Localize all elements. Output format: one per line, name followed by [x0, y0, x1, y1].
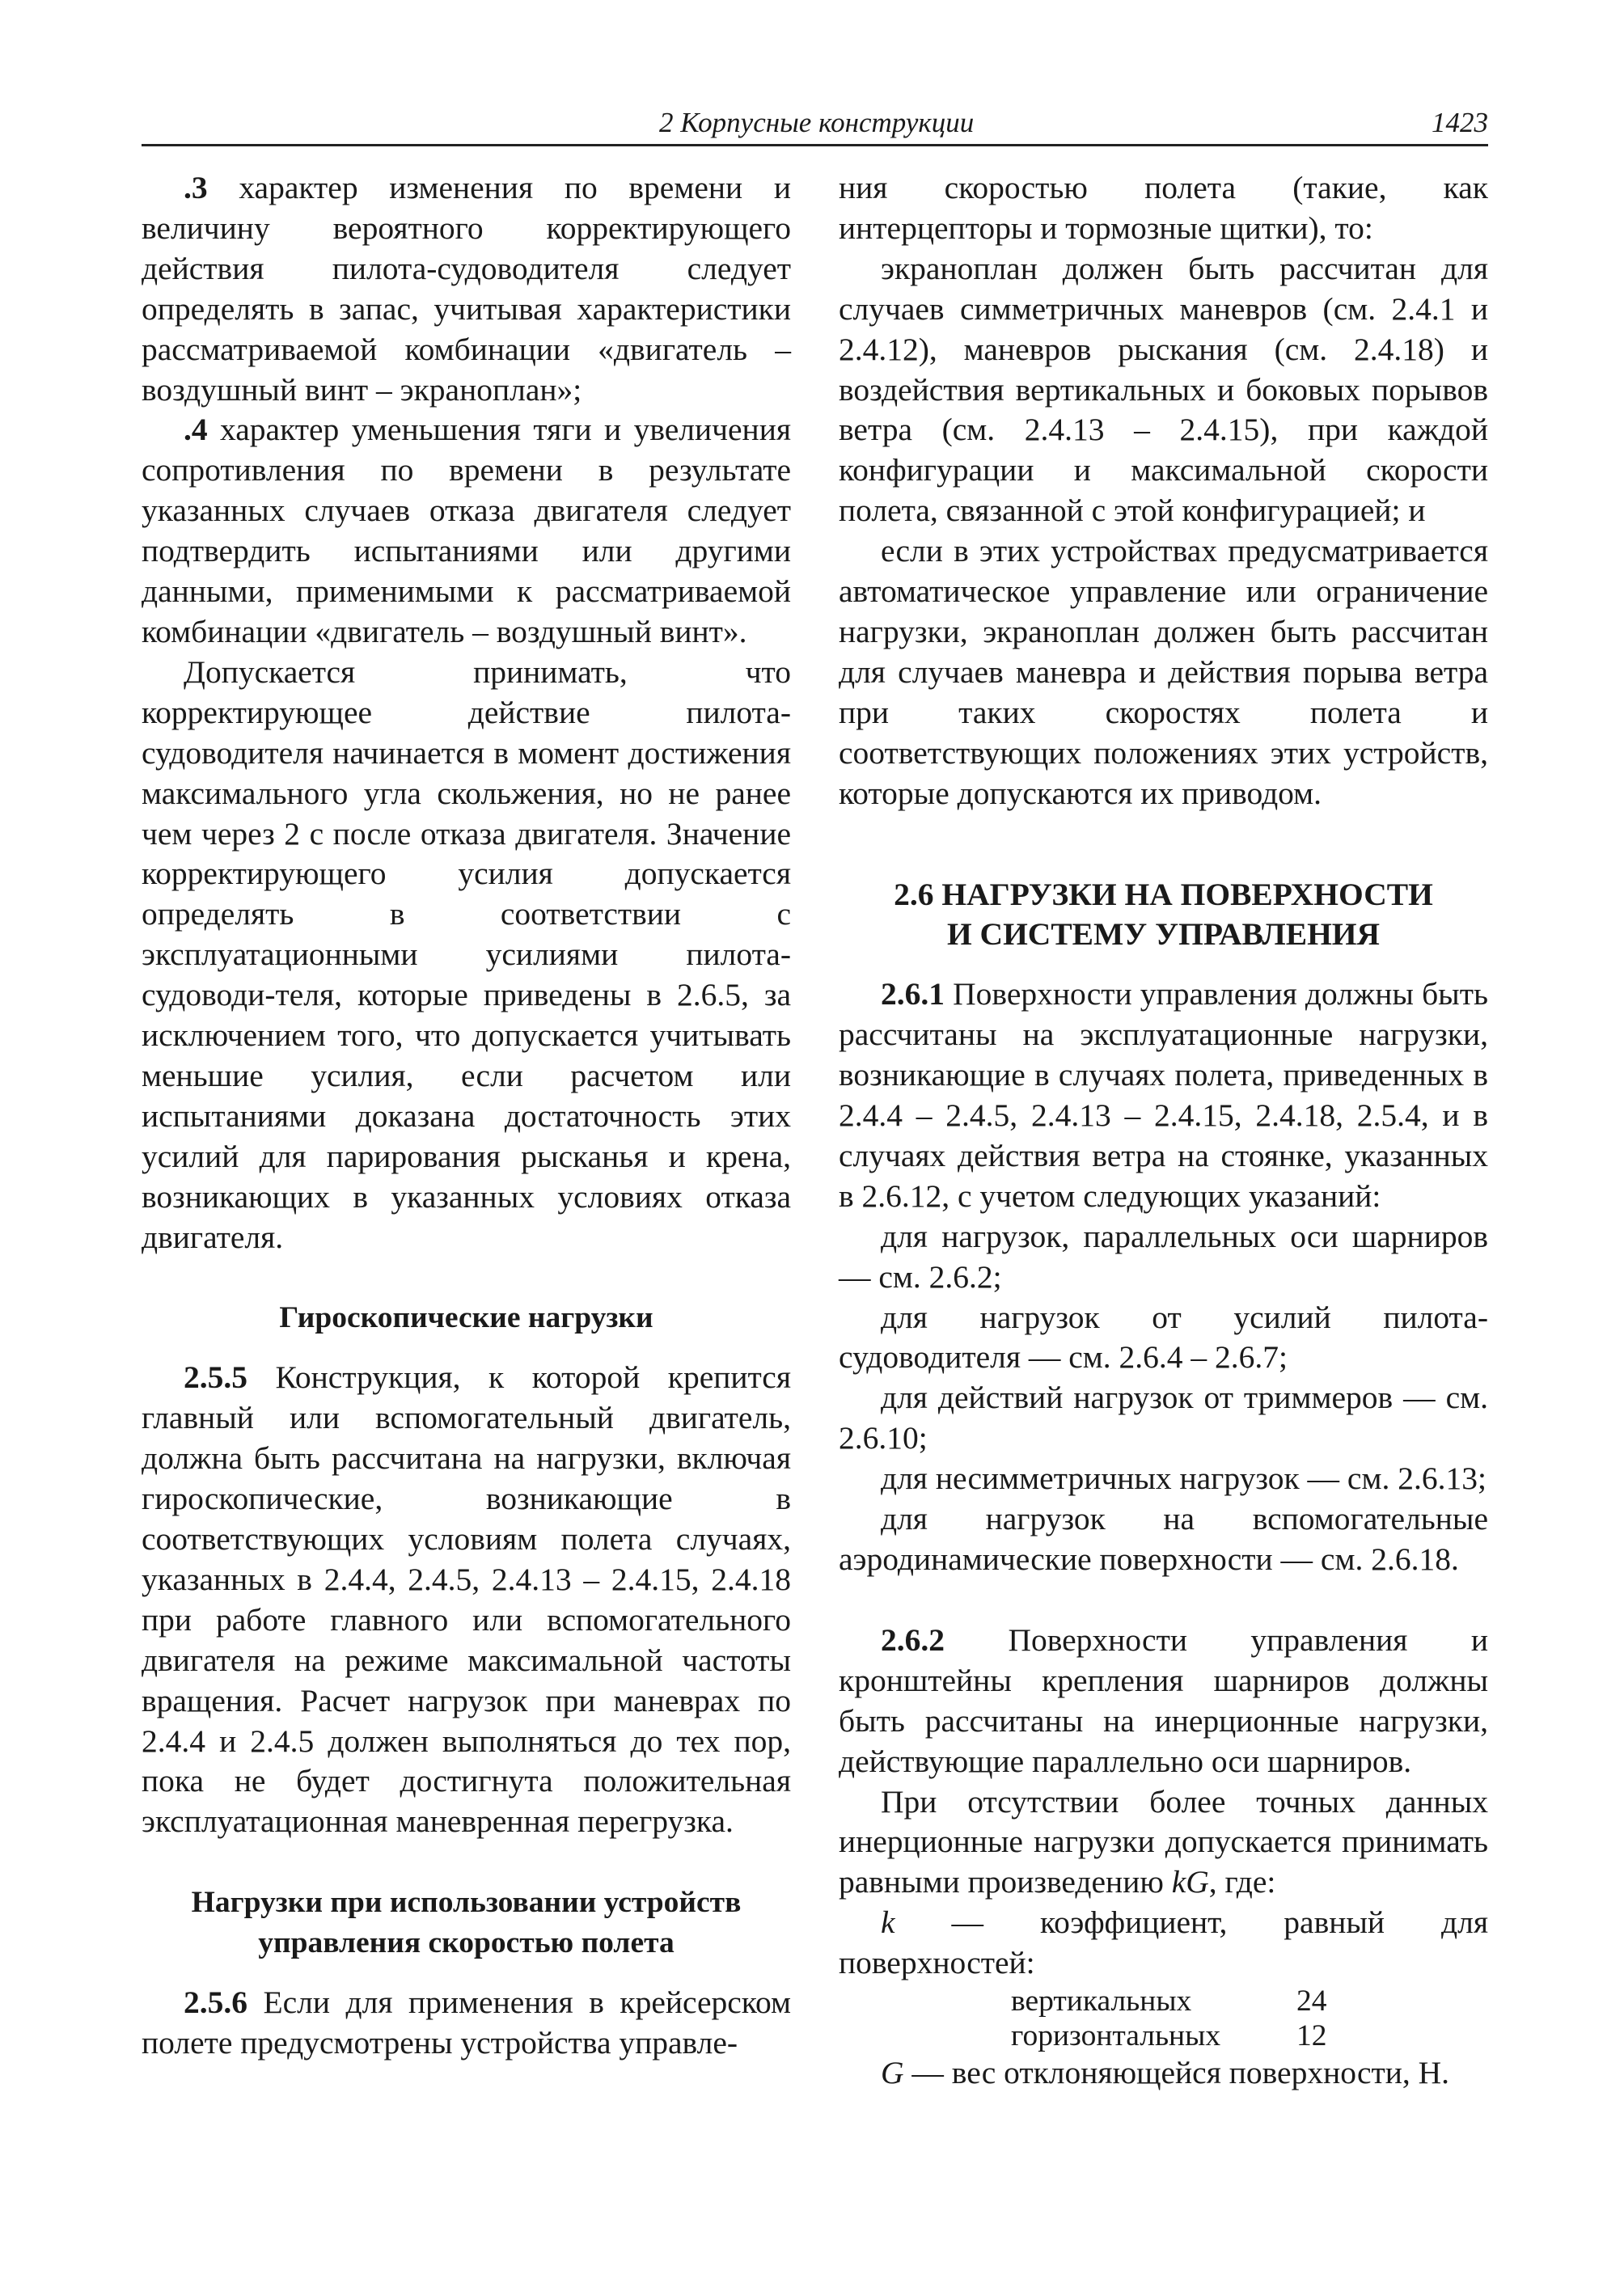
- clause-2-6-2-text: Поверхности управления и кронштейны крепления шарниров должны быть рассчитаны на инерционные нагрузки, действующие параллельно оси шарниров.: [839, 1621, 1488, 1779]
- paragraph-symmetric-maneuvers: экраноплан должен быть рассчитан для случаев симметричных маневров (см. 2.4.1 и 2.4.12), маневров рыскания (см. 2.4.18) и воздействия вертикальных и боковых порывов ветра (см. 2.4.13 – 2.4.15), при каждой конфигурации и максимальной скорости полета, связанной с этой конфигурацией; и: [839, 250, 1488, 529]
- coefficient-row: [1011, 2018, 1488, 2053]
- continuation-2-5-6: ния скоростью полета (такие, как интерцепторы и тормозные щитки), то:: [839, 170, 1488, 246]
- coefficient-value: 12: [1296, 2019, 1327, 2053]
- item-4-number: .4: [184, 412, 208, 448]
- heading-speed-control-loads: [142, 1883, 791, 1963]
- item-3-number: .3: [184, 170, 208, 205]
- clause-2-6-2: [839, 1621, 1488, 1782]
- coefficient-surface: вертикальных: [1011, 1985, 1192, 2018]
- page-number: 1423: [1432, 107, 1488, 138]
- clause-2-5-5-number: 2.5.5: [184, 1359, 247, 1396]
- heading-2-6-line-2: И СИСТЕМУ УПРАВЛЕНИЯ: [946, 916, 1381, 953]
- item-4: [142, 410, 791, 652]
- clause-2-6-1: [839, 974, 1488, 1216]
- paragraph-inertia-default: При отсутствии более точных данных инерционные нагрузки допускается принимать равными произведению kG, где:: [839, 1783, 1488, 1900]
- left-column: [142, 168, 791, 2064]
- clause-2-6-2-number: 2.6.2: [881, 1621, 945, 1658]
- coefficient-table: [1011, 1984, 1488, 2053]
- paragraph-automatic-control: если в этих устройствах предусматривается автоматическое управление или ограничение нагрузки, экраноплан должен быть рассчитан для случаев маневра и действия порыва ветра при таких скоростях полета и соответствующих положениях этих устройств, которые допускаются их приводом.: [839, 533, 1488, 811]
- section-title: 2 Корпусные конструкции: [659, 107, 975, 138]
- item-4-text: характер уменьшения тяги и увеличения сопротивления по времени в результате указанных случаев отказа двигателя следует подтвердить испытаниями или другими данными, применимыми к рассматриваемой комбинации «двигатель – воздушный винт».: [142, 412, 791, 649]
- item-3-text: характер изменения по времени и величину вероятного корректирующего действия пилота-судоводителя следует определять в запас, учитывая характеристики рассматриваемой комбинации «двигатель – воздушный винт – экраноплан»;: [142, 170, 791, 408]
- heading-speed-line-1: Нагрузки при использовании устройств: [191, 1886, 742, 1920]
- coefficient-surface: горизонтальных: [1011, 2019, 1221, 2053]
- heading-2-6-line-1: 2.6 НАГРУЗКИ НА ПОВЕРХНОСТИ: [894, 876, 1433, 912]
- list-item: для нагрузок на вспомогательные аэродинамические поверхности — см. 2.6.18.: [839, 1501, 1488, 1577]
- clause-2-5-5-text: Конструкция, к которой крепится главный или вспомогательный двигатель, должна быть рассчитана на нагрузки, включая гироскопические, возникающие в соответствующих условиям полета случаях, указанных в 2.4.4, 2.4.5, 2.4.13 – 2.4.15, 2.4.18 при работе главного или вспомогательного двигателя на режиме максимальной частоты вращения. Расчет нагрузок при маневрах по 2.4.4 и 2.4.5 должен выполняться до тех пор, пока не будет достигнута положительная эксплуатационная маневренная перегрузка.: [142, 1359, 791, 1840]
- list-item: для нагрузок от усилий пилота-судоводителя — см. 2.6.4 – 2.6.7;: [839, 1299, 1488, 1376]
- list-item: для действий нагрузок от триммеров — см. 2.6.10;: [839, 1380, 1488, 1456]
- right-column: [839, 168, 1488, 2094]
- item-3: [142, 168, 791, 410]
- symbol-k: k: [881, 1904, 895, 1941]
- heading-section-2-6: [839, 875, 1488, 956]
- clause-2-6-1-text: Поверхности управления должны быть рассчитаны на эксплуатационные нагрузки, возникающие в случаях полета, приведенных в 2.4.4 – 2.4.5, 2.4.13 – 2.4.15, 2.4.18, 2.5.4, и в случаях действия ветра на стоянке, указанных в 2.6.12, с учетом следующих указаний:: [839, 976, 1488, 1214]
- heading-gyroscopic-loads: Гироскопические нагрузки: [279, 1301, 653, 1335]
- clause-2-5-6-text: Если для применения в крейсерском полете предусмотрены устройства управле-: [142, 1985, 791, 2061]
- clause-2-5-6-number: 2.5.6: [184, 1985, 247, 2021]
- coefficient-value: 24: [1296, 1985, 1327, 2018]
- definition-G: G — вес отклоняющейся поверхности, Н.: [881, 2055, 1450, 2091]
- definition-k: k — коэффициент, равный для поверхностей:: [839, 1904, 1488, 1981]
- heading-speed-line-2: управления скоростью полета: [258, 1926, 675, 1960]
- coefficient-row: [1011, 1984, 1488, 2018]
- symbol-G: G: [881, 2055, 904, 2091]
- list-item: для несимметричных нагрузок — см. 2.6.13;: [881, 1460, 1487, 1497]
- clause-2-5-5: [142, 1358, 791, 1842]
- symbol-kG: kG: [1171, 1864, 1209, 1900]
- paragraph-corrective-action: Допускается принимать, что корректирующее действие пилота-судоводителя начинается в момент достижения максимального угла скольжения, но не ранее чем через 2 с после отказа двигателя. Значение корректирующего усилия допускается определять в соответствии с эксплуатационными усилиями пилота-судоводи-теля, которые приведены в 2.6.5, за исключением того, что допускается учитывать меньшие усилия, если расчетом или испытаниями доказана достаточность этих усилий для парирования рысканья и крена, возникающих в указанных условиях отказа двигателя.: [142, 653, 791, 1255]
- clause-2-5-6: [142, 1983, 791, 2064]
- clause-2-6-1-number: 2.6.1: [881, 976, 945, 1012]
- list-item: для нагрузок, параллельных оси шарниров — см. 2.6.2;: [839, 1218, 1488, 1295]
- running-header: [142, 102, 1488, 146]
